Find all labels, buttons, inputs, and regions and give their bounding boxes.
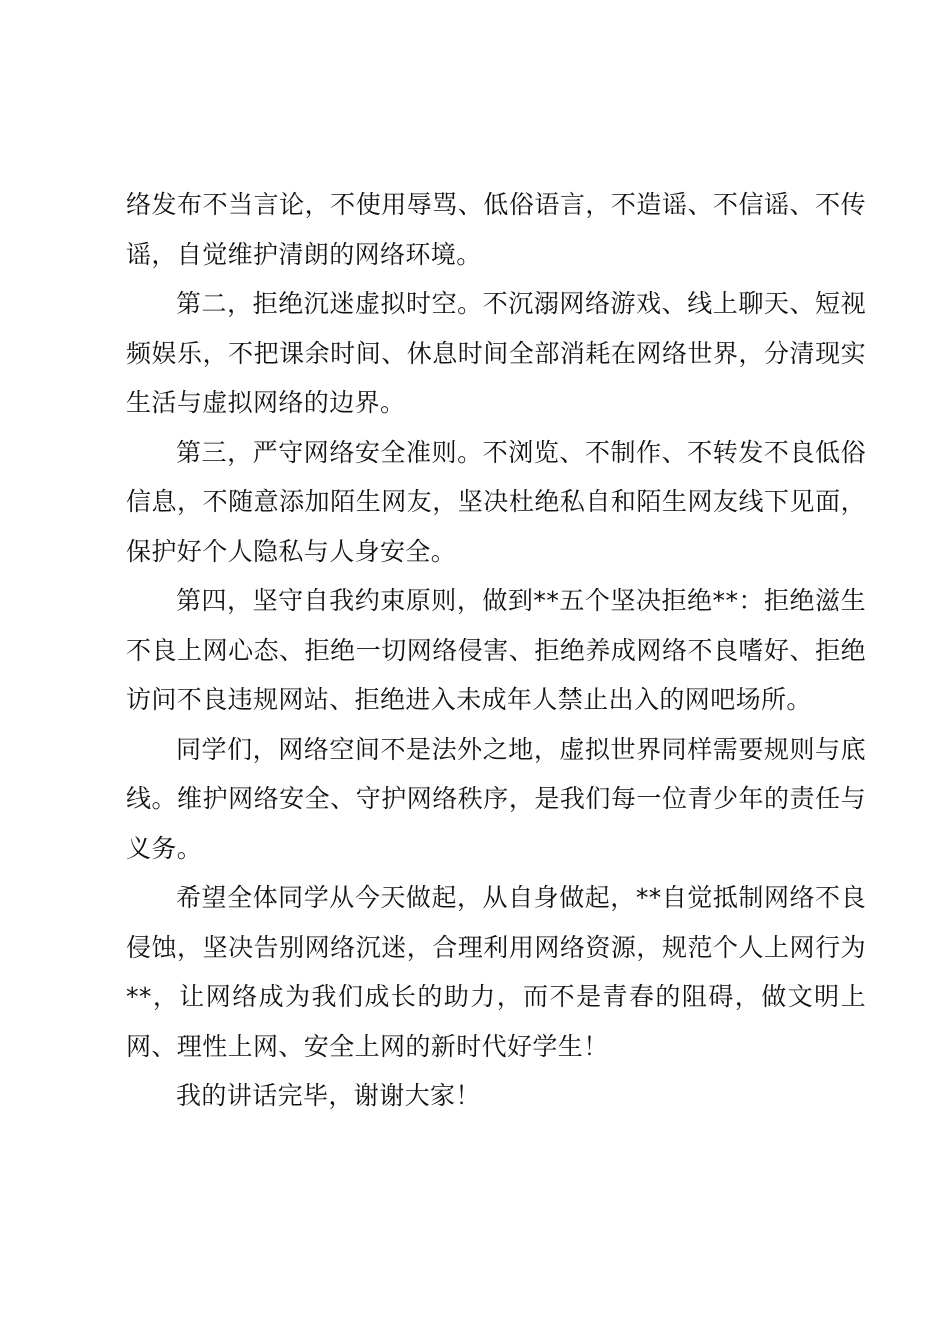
paragraph-continuation: 络发布不当言论，不使用辱骂、低俗语言，不造谣、不信谣、不传谣，自觉维护清朗的网络环境。 [126, 190, 866, 269]
paragraph-hope: 希望全体同学从今天做起，从自身做起，**自觉抵制网络不良侵蚀，坚决告别网络沉迷，合理利用网络资源，规范个人上网行为**，让网络成为我们成长的助力，而不是青春的阻碍，做文明上网、理性上网、安全上网的新时代好学生！ [126, 883, 866, 1061]
paragraph-closing: 我的讲话完毕，谢谢大家！ [176, 1081, 481, 1110]
paragraph-point-four: 第四，坚守自我约束原则，做到**五个坚决拒绝**：拒绝滋生不良上网心态、拒绝一切网络侵害、拒绝养成网络不良嗜好、拒绝访问不良违规网站、拒绝进入未成年人禁止出入的网吧场所。 [126, 586, 866, 714]
document-body [126, 180, 866, 1121]
paragraph-address-students: 同学们，网络空间不是法外之地，虚拟世界同样需要规则与底线。维护网络安全、守护网络秩序，是我们每一位青少年的责任与义务。 [126, 734, 866, 863]
paragraph-point-two: 第二，拒绝沉迷虚拟时空。不沉溺网络游戏、线上聊天、短视频娱乐，不把课余时间、休息时间全部消耗在网络世界，分清现实生活与虚拟网络的边界。 [126, 289, 866, 417]
paragraph-point-three: 第三，严守网络安全准则。不浏览、不制作、不转发不良低俗信息，不随意添加陌生网友，坚决杜绝私自和陌生网友线下见面，保护好个人隐私与人身安全。 [126, 437, 866, 566]
